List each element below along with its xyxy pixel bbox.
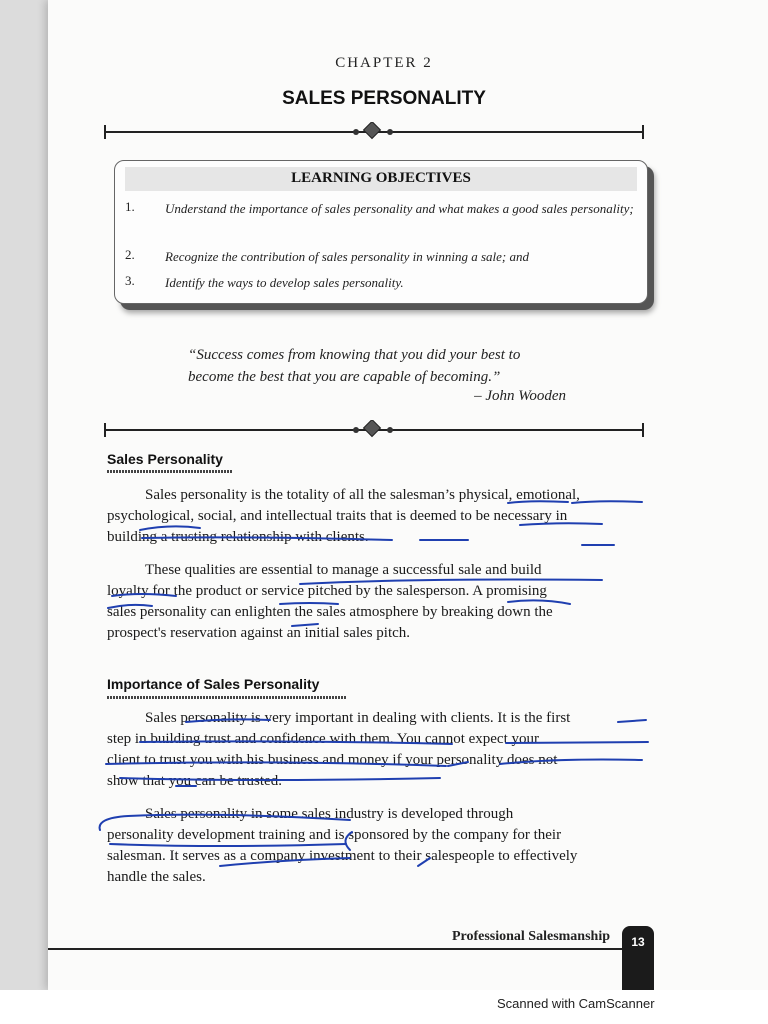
paragraph <box>107 560 647 644</box>
paragraph-line: salesman. It serves as a company investment to their salespeople to effectively <box>107 848 578 864</box>
chapter-quote <box>188 344 578 388</box>
objective-number: 3. <box>125 273 135 288</box>
page-number: 13 <box>631 935 645 949</box>
ornament-divider-top <box>104 122 644 142</box>
paragraph-line: personality development training and is sponsored by the company for their <box>107 827 562 843</box>
objective-text: Identify the ways to develop sales personality. <box>165 275 404 290</box>
section-heading-rule <box>107 696 347 699</box>
objective-text: Recognize the contribution of sales personality in winning a sale; and <box>165 249 529 264</box>
objectives-heading: LEARNING OBJECTIVES <box>291 170 471 186</box>
paragraph-line: client to trust you with his business and money if your personality does not <box>107 752 558 768</box>
objective-number: 2. <box>125 247 135 262</box>
paragraph-line: show that you can be trusted. <box>107 773 282 789</box>
scan-gutter <box>0 0 48 1024</box>
section-heading-rule <box>107 470 233 473</box>
chapter-title: SALES PERSONALITY <box>282 88 486 109</box>
quote-author: – John Wooden <box>474 388 566 404</box>
footer-book-title: Professional Salesmanship <box>451 929 610 944</box>
paragraph <box>107 804 647 888</box>
objective-text: Understand the importance of sales personality and what makes a good sales personality; <box>165 201 634 216</box>
paragraph-line: prospect's reservation against an initial sales pitch. <box>107 625 411 641</box>
section-heading: Sales Personality <box>107 451 223 467</box>
paragraph <box>107 485 647 548</box>
quote-line: become the best that you are capable of becoming.” <box>188 369 501 385</box>
footer-rule <box>48 948 624 950</box>
paragraph-line: Sales personality is very important in dealing with clients. It is the first <box>145 710 571 726</box>
paragraph-line: These qualities are essential to manage a successful sale and build <box>145 562 542 578</box>
learning-objectives-box <box>114 160 648 304</box>
paragraph-line: sales personality can enlighten the sales atmosphere by breaking down the <box>107 604 553 620</box>
paragraph-line: step in building trust and confidence with them. You cannot expect your <box>107 731 540 747</box>
page-number-tab <box>622 926 654 990</box>
scanner-watermark: Scanned with CamScanner <box>497 996 655 1011</box>
paragraph-line: Sales personality in some sales industry is developed through <box>145 806 514 822</box>
objective-number: 1. <box>125 199 135 214</box>
section-heading: Importance of Sales Personality <box>107 676 320 692</box>
quote-line: “Success comes from knowing that you did your best to <box>188 347 521 363</box>
paragraph-line: loyalty for the product or service pitched by the salesperson. A promising <box>107 583 547 599</box>
paragraph <box>107 708 647 792</box>
chapter-label: CHAPTER 2 <box>335 55 433 71</box>
paragraph-line: building a trusting relationship with clients. <box>107 529 369 545</box>
paragraph-line: handle the sales. <box>107 869 206 885</box>
paragraph-line: psychological, social, and intellectual traits that is deemed to be necessary in <box>107 508 568 524</box>
paragraph-line: Sales personality is the totality of all the salesman’s physical, emotional, <box>145 487 580 503</box>
ornament-divider-bottom <box>104 420 644 440</box>
